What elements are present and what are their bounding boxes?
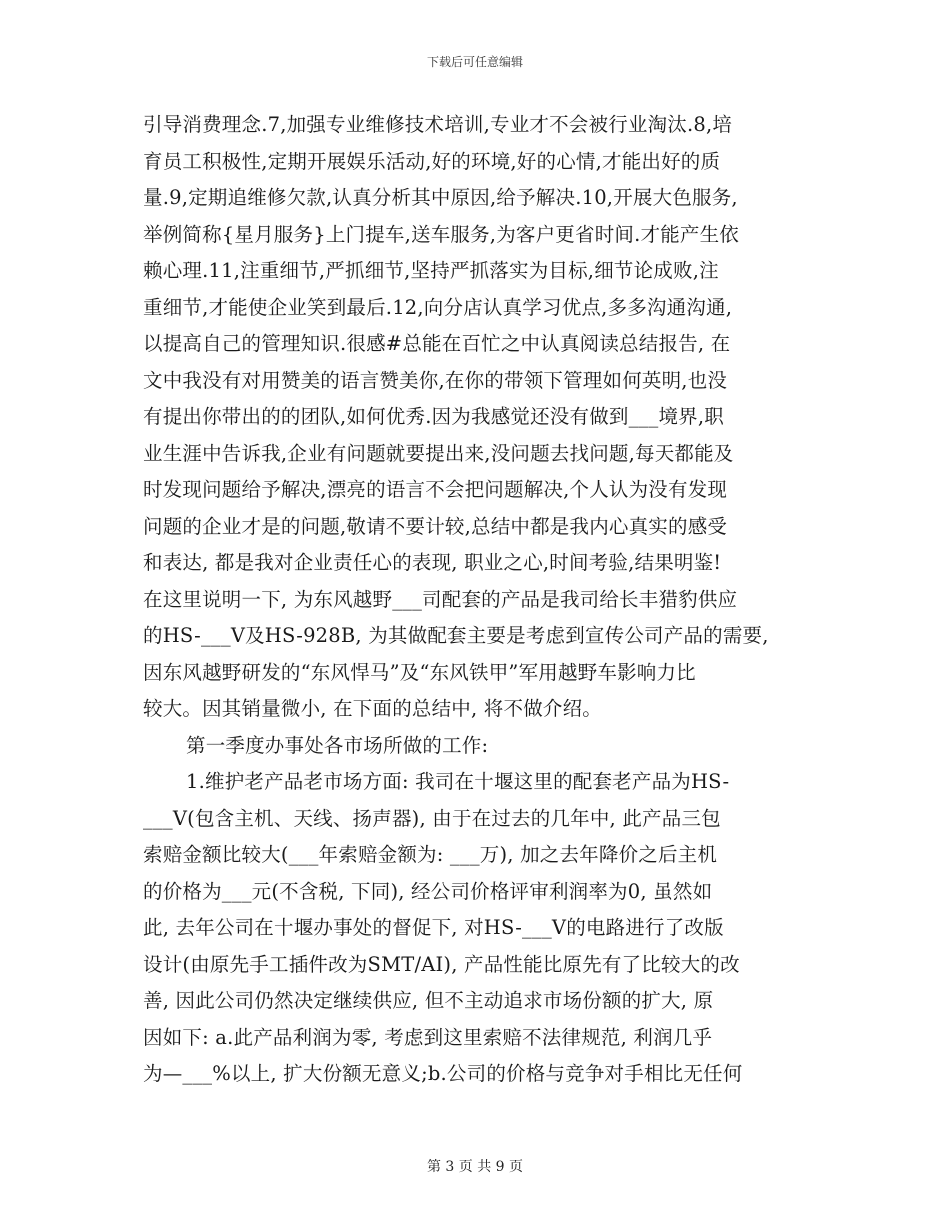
section-heading: 第一季度办事处各市场所做的工作: <box>186 733 489 757</box>
text-line: 举例简称{星月服务}上门提车,送车服务,为客户更省时间.才能产生依 <box>143 222 740 246</box>
text-line: 1.维护老产品老市场方面: 我司在十堰这里的配套老产品为HS- <box>186 770 730 793</box>
text-line: 在这里说明一下, 为东风越野___司配套的产品是我司给长丰猎豹供应 <box>143 587 738 611</box>
page-header: 下载后可任意编辑 <box>426 55 523 69</box>
text-line: 量.9,定期追维修欠款,认真分析其中原因,给予解决.10,开展大色服务, <box>143 186 738 209</box>
text-line: 问题的企业才是的问题,敬请不要计较,总结中都是我内心真实的感受 <box>143 514 728 538</box>
text-line: 善, 因此公司仍然决定继续供应, 但不主动追求市场份额的扩大, 原 <box>143 989 714 1012</box>
text-line: 文中我没有对用赞美的语言赞美你,在你的带领下管理如何英明,也没 <box>143 368 728 392</box>
text-line: 此, 去年公司在十堰办事处的督促下, 对HS-___V的电路进行了改版 <box>143 916 724 939</box>
text-line: 有提出你带出的的团队,如何优秀.因为我感觉还没有做到___境界,职 <box>143 405 724 428</box>
text-line: ___V(包含主机、天线、扬声器), 由于在过去的几年中, 此产品三包 <box>143 806 721 830</box>
text-line: 重细节,才能使企业笑到最后.12,向分店认真学习优点,多多沟通沟通, <box>143 295 733 319</box>
text-line: 索赔金额比较大(___年索赔金额为: ___万), 加之去年降价之后主机 <box>143 843 718 866</box>
page-number-footer: 第 3 页 共 9 页 <box>426 1159 524 1175</box>
text-line: 因如下: a.此产品利润为零, 考虑到这里索赔不法律规范, 利润几乎 <box>143 1025 713 1049</box>
text-line: 设计(由原先手工插件改为SMT/AI), 产品性能比原先有了比较大的改 <box>143 952 740 976</box>
text-line: 时发现问题给予解决,漂亮的语言不会把问题解决,个人认为没有发现 <box>143 478 728 501</box>
text-line: 引导消费理念.7,加强专业维修技术培训,专业才不会被行业淘汰.8,培 <box>143 113 733 136</box>
text-line: 因东风越野研发的“东风悍马”及“东风铁甲”军用越野车影响力比 <box>143 660 696 684</box>
text-line: 为—___%以上, 扩大份额无意义;b.公司的价格与竞争对手相比无任何 <box>143 1062 743 1085</box>
text-line: 较大。因其销量微小, 在下面的总结中, 将不做介绍。 <box>143 697 602 720</box>
text-line: 和表达, 都是我对企业责任心的表现, 职业之心,时间考验,结果明鉴! <box>143 551 722 574</box>
text-line: 的价格为___元(不含税, 下同), 经公司价格评审利润率为0, 虽然如 <box>143 879 713 903</box>
text-line: 以提高自己的管理知识.很感#总能在百忙之中认真阅读总结报告, 在 <box>143 332 731 355</box>
text-line: 赖心理.11,注重细节,严抓细节,坚持严抓落实为目标,细节论成败,注 <box>143 259 719 282</box>
text-line: 育员工积极性,定期开展娱乐活动,好的环境,好的心情,才能出好的质 <box>143 149 721 173</box>
text-line: 的HS-___V及HS-928B, 为其做配套主要是考虑到宣传公司产品的需要, <box>143 624 769 647</box>
text-line: 业生涯中告诉我,企业有问题就要提出来,没问题去找问题,每天都能及 <box>143 441 734 465</box>
document-body <box>143 107 823 1093</box>
